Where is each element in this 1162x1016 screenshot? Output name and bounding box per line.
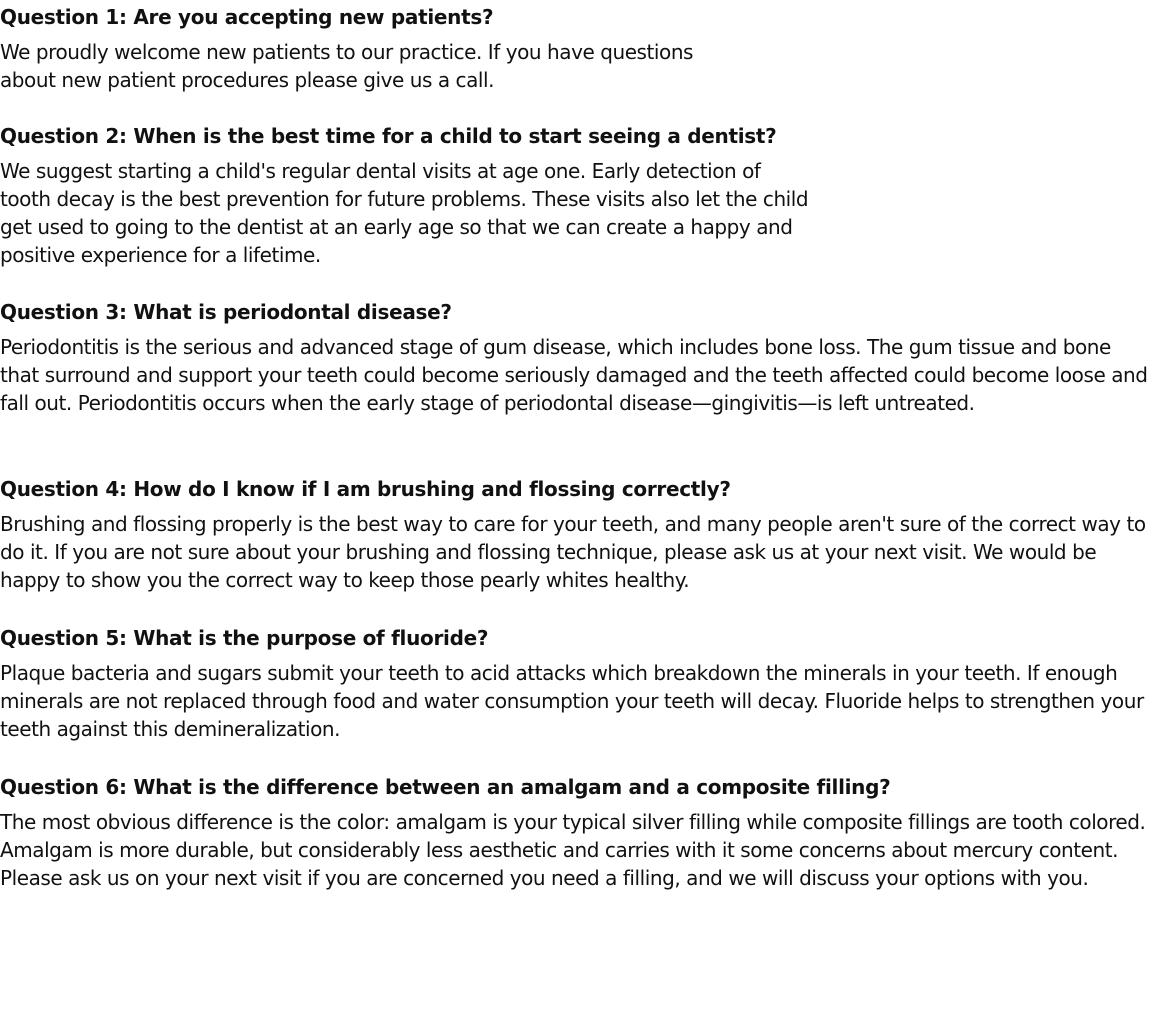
- faq-question-5: Question 5: What is the purpose of fluoride?: [0, 626, 489, 650]
- faq-question-6: Question 6: What is the difference between an amalgam and a composite filling?: [0, 775, 891, 799]
- faq-answer-6: The most obvious difference is the color: amalgam is your typical silver filling while composite fillings are tooth colored. Amalgam is more durable, but considerably less aesthetic and carries with it some concerns about mercury content. Please ask us on your next visit if you are concerned you need a filling, and we will discuss your options with you.: [0, 810, 1146, 890]
- faq-item-5: [0, 624, 1155, 743]
- faq-answer-5: Plaque bacteria and sugars submit your teeth to acid attacks which breakdown the minerals in your teeth. If enough minerals are not replaced through food and water consumption your teeth will decay. Fluoride helps to strengthen your teeth against this demineralization.: [0, 661, 1144, 741]
- faq-item-3: [0, 298, 1155, 417]
- faq-answer-4: Brushing and flossing properly is the best way to care for your teeth, and many people aren't sure of the correct way to do it. If you are not sure about your brushing and flossing technique, please ask us at your next visit. We would be happy to show you the correct way to keep those pearly whites healthy.: [0, 512, 1146, 592]
- faq-answer-1: We proudly welcome new patients to our practice. If you have questions about new patient procedures please give us a call.: [0, 40, 694, 92]
- faq-question-2: Question 2: When is the best time for a child to start seeing a dentist?: [0, 124, 777, 148]
- faq-item-2: [0, 122, 812, 269]
- faq-answer-3: Periodontitis is the serious and advanced stage of gum disease, which includes bone loss. The gum tissue and bone that surround and support your teeth could become seriously damaged and the teeth affected could become loose and fall out. Periodontitis occurs when the early stage of periodontal disease—gingivitis—is left untreated.: [0, 335, 1148, 415]
- faq-item-6: [0, 773, 1155, 892]
- faq-question-4: Question 4: How do I know if I am brushing and flossing correctly?: [0, 477, 731, 501]
- faq-item-1: [0, 3, 745, 94]
- faq-item-4: [0, 475, 1155, 594]
- faq-question-3: Question 3: What is periodontal disease?: [0, 300, 452, 324]
- faq-answer-2: We suggest starting a child's regular dental visits at age one. Early detection of tooth decay is the best prevention for future problems. These visits also let the child get used to going to the dentist at an early age so that we can create a happy and positive experience for a lifetime.: [0, 159, 809, 267]
- faq-question-1: Question 1: Are you accepting new patients?: [0, 5, 494, 29]
